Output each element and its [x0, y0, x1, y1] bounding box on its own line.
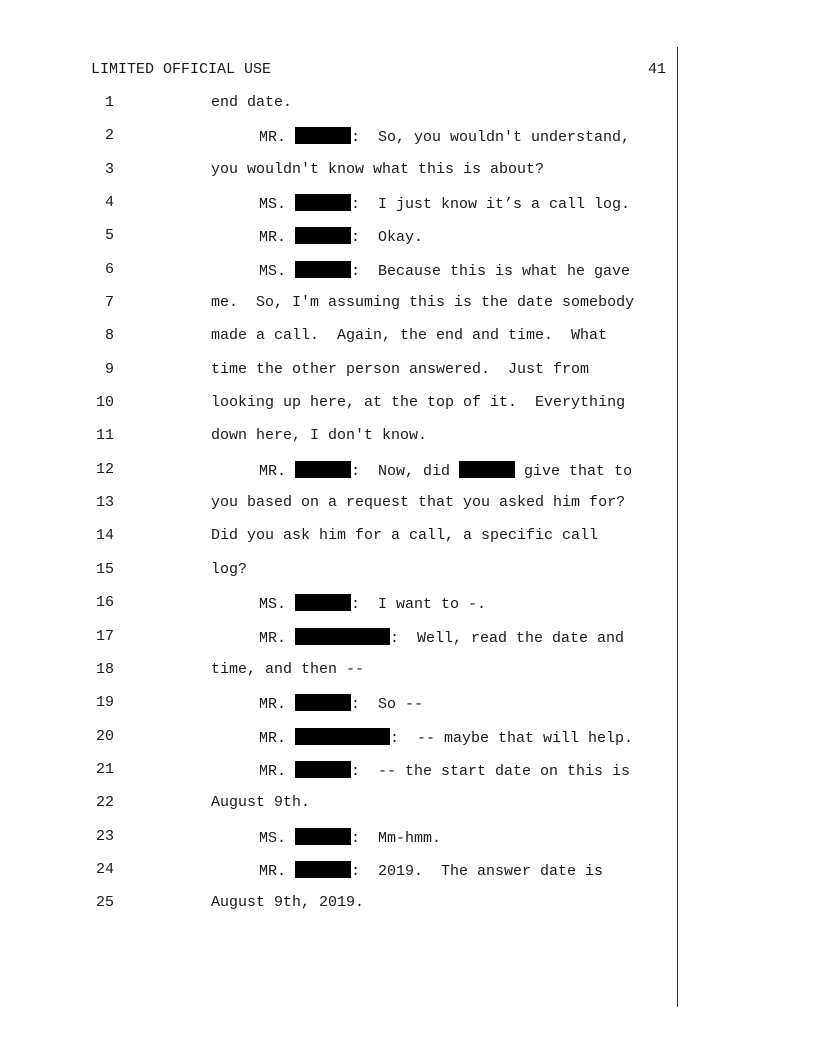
line-text: August 9th.	[211, 794, 311, 812]
line-number: 4	[104, 194, 114, 212]
speaker-title: MS.	[259, 196, 296, 214]
line-number: 3	[104, 160, 114, 178]
redaction-box	[295, 461, 351, 478]
line-text: made a call. Again, the end and time. What	[211, 327, 608, 345]
speaker-title: MR.	[259, 229, 296, 247]
speaker-title: MR.	[259, 129, 296, 147]
speaker-title: MR.	[259, 762, 296, 780]
transcript-line	[0, 359, 816, 392]
redaction-box	[295, 194, 351, 211]
line-text: time the other person answered. Just from	[211, 360, 590, 378]
transcript-line	[0, 892, 816, 925]
header-classification: LIMITED OFFICIAL USE	[91, 61, 272, 78]
transcript-line	[0, 392, 816, 425]
redaction-box	[295, 761, 351, 778]
speaker-title: MS.	[259, 829, 296, 847]
line-text: down here, I don't know.	[211, 427, 428, 445]
line-text: me. So, I'm assuming this is the date somebody	[211, 294, 635, 312]
speaker-line	[259, 227, 423, 246]
speaker-title: MR.	[259, 696, 296, 714]
line-number: 2	[104, 127, 114, 145]
speaker-line	[259, 861, 603, 880]
transcript-line	[0, 492, 816, 525]
line-text: : 2019. The answer date is	[351, 862, 604, 880]
line-number: 17	[95, 627, 114, 645]
speaker-line	[259, 194, 630, 213]
speaker-title: MR.	[259, 462, 296, 480]
page-number: 41	[647, 61, 666, 78]
line-text: : Well, read the date and	[390, 629, 625, 647]
line-text: log?	[211, 560, 248, 578]
speaker-line	[259, 694, 423, 713]
line-text: August 9th, 2019.	[211, 894, 365, 912]
redaction-box	[295, 828, 351, 845]
redaction-box	[295, 728, 390, 745]
line-text: : Because this is what he gave	[351, 262, 631, 280]
line-number: 20	[95, 727, 114, 745]
redaction-box	[295, 628, 390, 645]
transcript-line	[0, 759, 816, 792]
transcript-line	[0, 659, 816, 692]
transcript-line	[0, 859, 816, 892]
line-text: you based on a request that you asked him for?	[211, 494, 626, 512]
line-number: 22	[95, 794, 114, 812]
line-number: 7	[104, 294, 114, 312]
line-number: 24	[95, 860, 114, 878]
line-number: 25	[95, 894, 114, 912]
line-number: 21	[95, 760, 114, 778]
speaker-title: MR.	[259, 729, 296, 747]
line-number: 23	[95, 827, 114, 845]
transcript-line	[0, 259, 816, 292]
speaker-line	[259, 461, 632, 480]
speaker-line	[259, 628, 624, 647]
transcript-line	[0, 559, 816, 592]
line-text: : Now, did	[351, 462, 460, 480]
line-text: time, and then --	[211, 660, 365, 678]
redaction-box	[295, 127, 351, 144]
speaker-title: MS.	[259, 596, 296, 614]
line-text: : Okay.	[351, 229, 424, 247]
line-text: looking up here, at the top of it. Everything	[211, 394, 626, 412]
transcript-line	[0, 125, 816, 158]
line-text: end date.	[211, 94, 293, 111]
speaker-title: MS.	[259, 262, 296, 280]
line-text: Did you ask him for a call, a specific call	[211, 527, 599, 545]
line-text: : So --	[351, 696, 424, 714]
transcript-line	[0, 792, 816, 825]
transcript-line	[0, 459, 816, 492]
redaction-box	[295, 594, 351, 611]
transcript-line	[0, 726, 816, 759]
line-number: 8	[104, 327, 114, 345]
line-number: 12	[95, 460, 114, 478]
line-text: : -- the start date on this is	[351, 762, 631, 780]
transcript-line	[0, 425, 816, 458]
line-number: 10	[95, 394, 114, 412]
redaction-box	[295, 227, 351, 244]
transcript-line	[0, 525, 816, 558]
redaction-box	[295, 261, 351, 278]
line-text: : I just know it’s a call log.	[351, 196, 631, 214]
line-number: 9	[104, 360, 114, 378]
line-text-continued: give that to	[515, 462, 633, 480]
speaker-title: MR.	[259, 629, 296, 647]
line-text: : So, you wouldn't understand,	[351, 129, 631, 147]
transcript-line	[0, 626, 816, 659]
line-number: 13	[95, 494, 114, 512]
line-number: 19	[95, 694, 114, 712]
line-text: : I want to -.	[351, 596, 487, 614]
redaction-box	[459, 461, 515, 478]
speaker-line	[259, 594, 486, 613]
transcript-line	[0, 225, 816, 258]
line-number: 18	[95, 660, 114, 678]
transcript-line	[0, 192, 816, 225]
transcript-line	[0, 826, 816, 859]
speaker-title: MR.	[259, 862, 296, 880]
transcript-line	[0, 692, 816, 725]
redaction-box	[295, 861, 351, 878]
line-text: : -- maybe that will help.	[390, 729, 634, 747]
speaker-line	[259, 261, 630, 280]
line-number: 11	[95, 427, 114, 445]
speaker-line	[259, 761, 630, 780]
speaker-line	[259, 828, 441, 847]
line-number: 14	[95, 527, 114, 545]
transcript-body	[0, 92, 816, 926]
line-number: 5	[104, 227, 114, 245]
transcript-line	[0, 592, 816, 625]
line-number: 15	[95, 560, 114, 578]
speaker-line	[259, 127, 630, 146]
transcript-line	[0, 159, 816, 192]
transcript-line	[0, 325, 816, 358]
line-number: 1	[104, 94, 114, 111]
speaker-line	[259, 728, 633, 747]
line-text: : Mm-hmm.	[351, 829, 442, 847]
transcript-line	[0, 292, 816, 325]
line-number: 6	[104, 260, 114, 278]
redaction-box	[295, 694, 351, 711]
line-number: 16	[95, 594, 114, 612]
line-text: you wouldn't know what this is about?	[211, 160, 545, 178]
transcript-line	[0, 92, 816, 125]
